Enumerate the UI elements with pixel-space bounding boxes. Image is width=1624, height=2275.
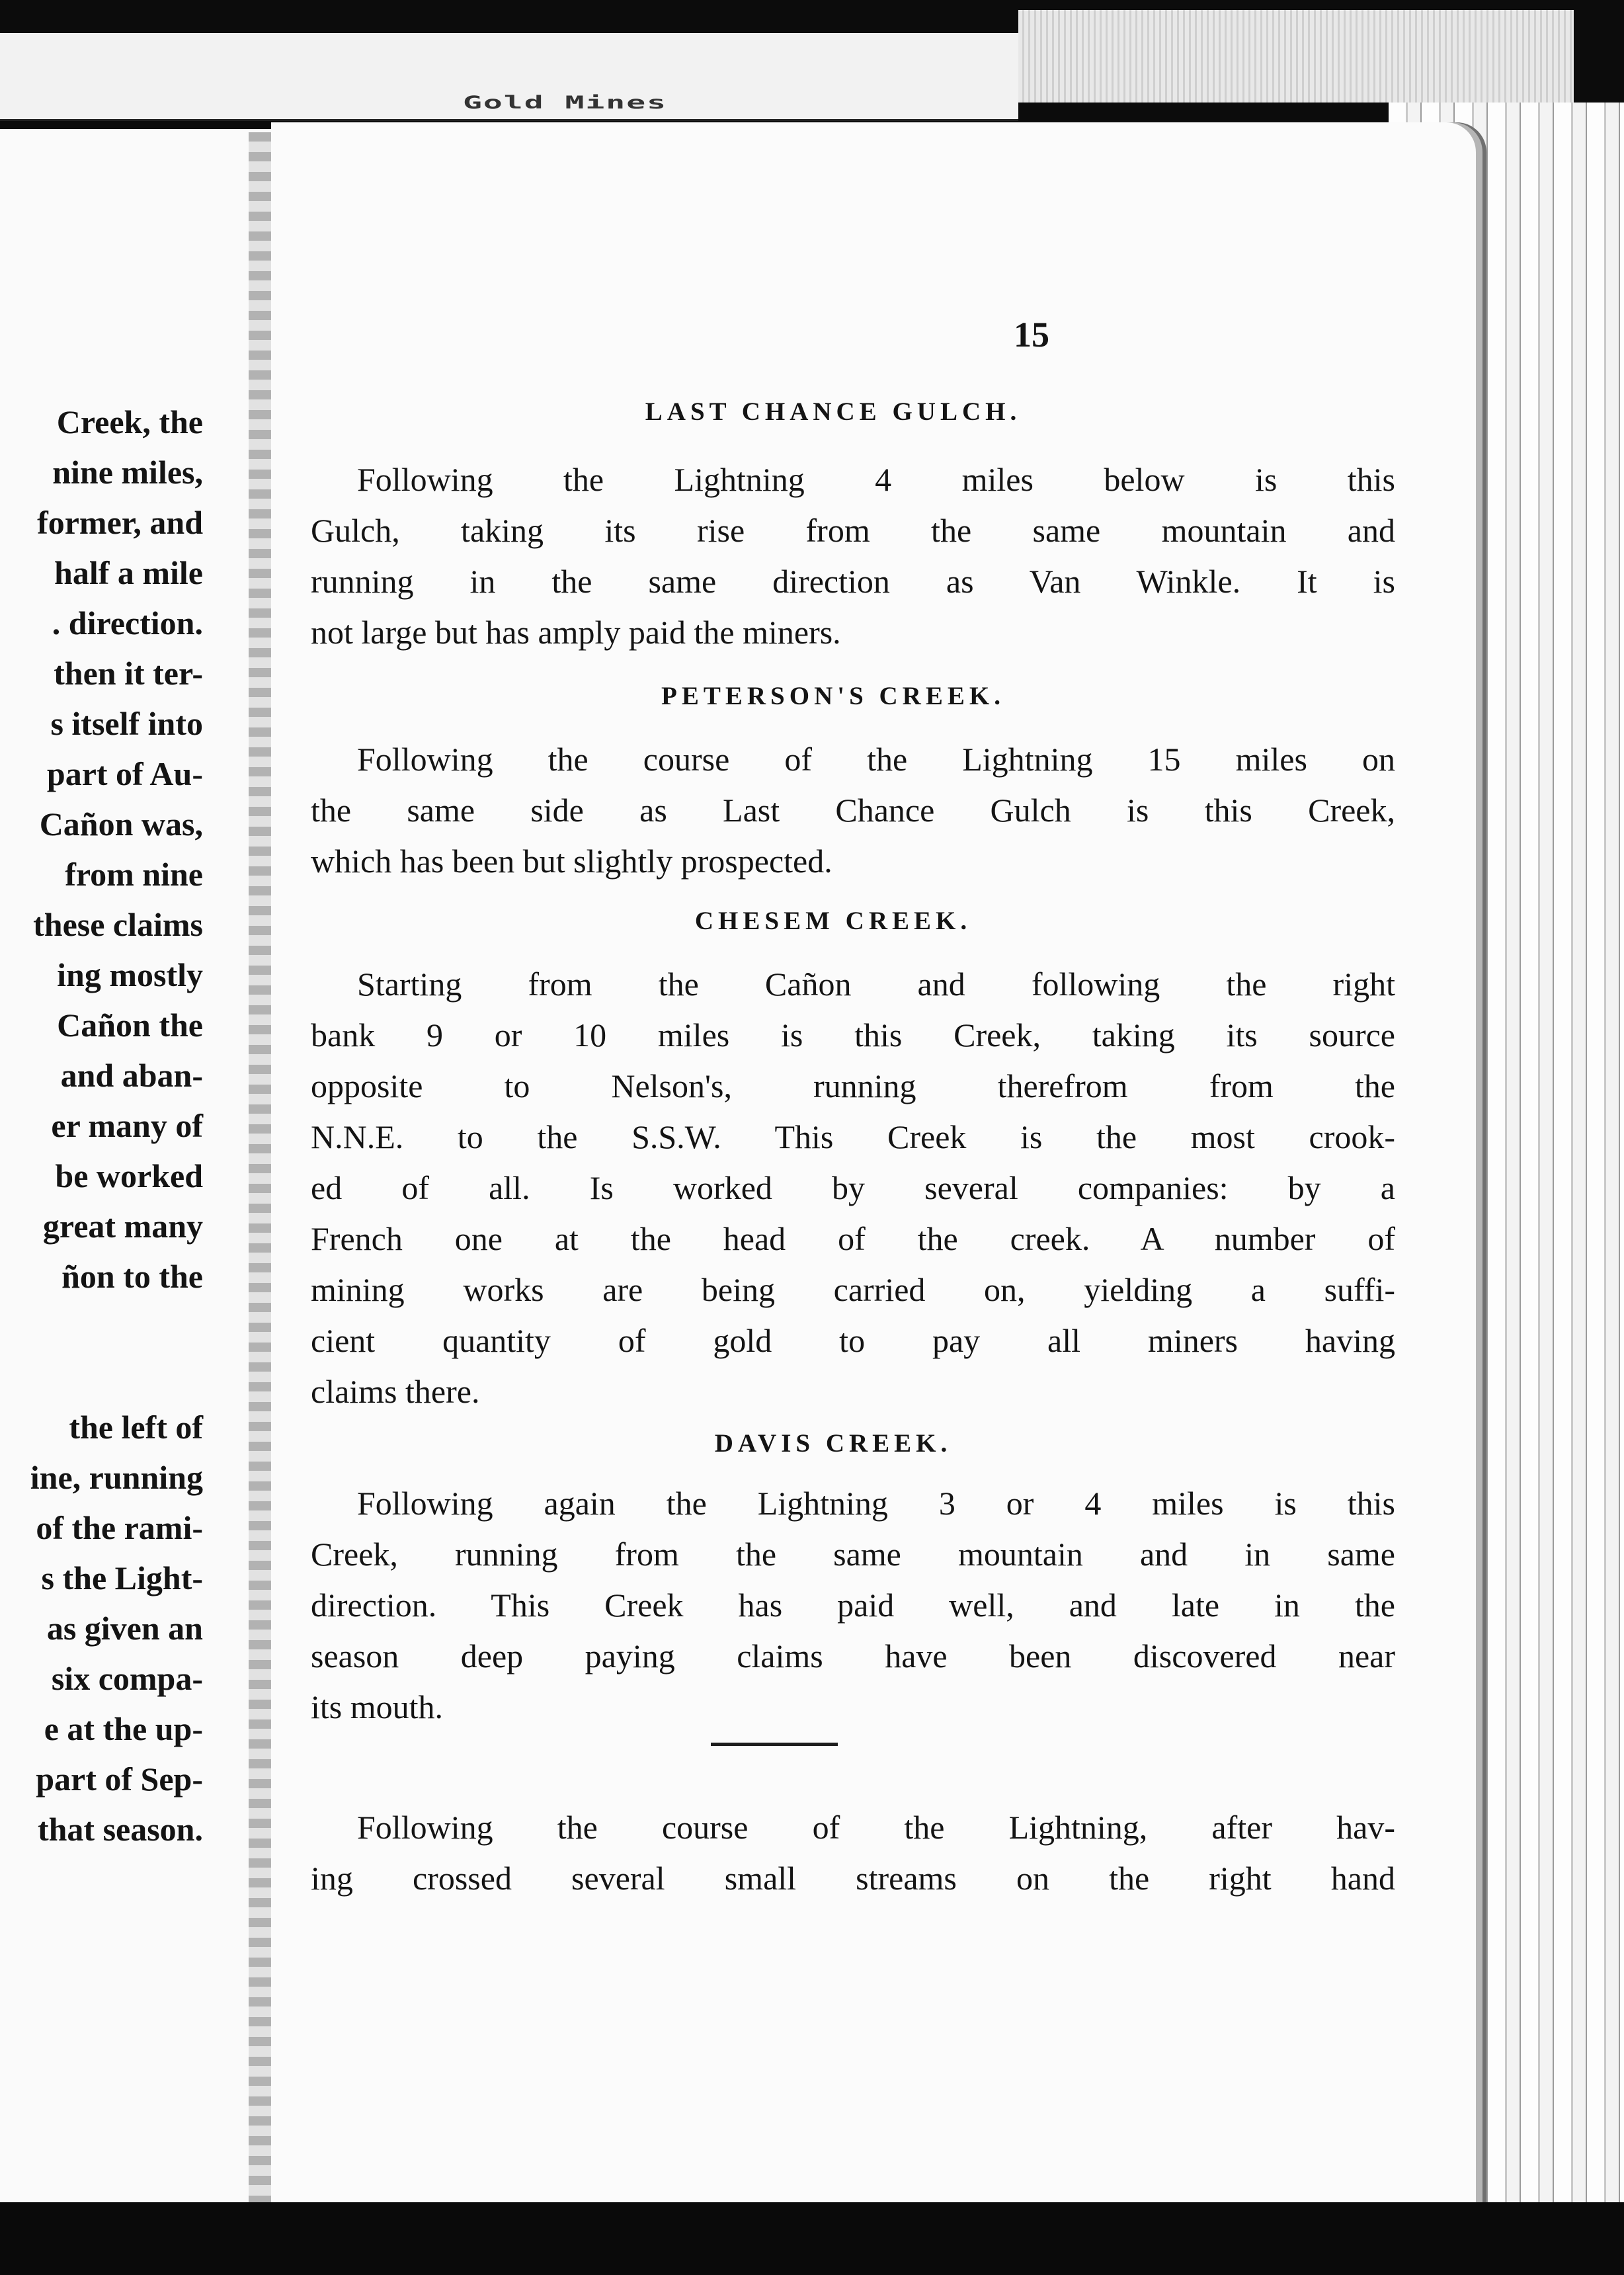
left-page-line: . direction. bbox=[52, 604, 203, 641]
section-body-last-chance-gulch bbox=[311, 454, 1395, 658]
text-line: direction. This Creek has paid well, and late in the bbox=[311, 1587, 1395, 1624]
section-heading-petersons-creek: PETERSON'S CREEK. bbox=[661, 682, 1005, 710]
left-page-line: e at the up- bbox=[44, 1710, 203, 1747]
text-line: mining works are being carried on, yielding a suffi- bbox=[311, 1271, 1395, 1308]
left-page-line: the left of bbox=[69, 1409, 203, 1446]
section-body-continuation bbox=[311, 1802, 1395, 1904]
left-page-line: s itself into bbox=[50, 705, 203, 742]
left-page-text bbox=[0, 397, 203, 1854]
left-page-line: as given an bbox=[46, 1610, 203, 1647]
left-page bbox=[0, 129, 272, 2202]
text-line: Starting from the Cañon and following the right bbox=[357, 966, 1395, 1003]
top-right-paper-edge bbox=[1018, 10, 1574, 103]
text-line: claims there. bbox=[311, 1373, 480, 1410]
text-line: Following again the Lightning 3 or 4 miles is this bbox=[357, 1485, 1395, 1522]
text-line: the same side as Last Chance Gulch is this Creek, bbox=[311, 792, 1395, 829]
left-page-line: ine, running bbox=[30, 1459, 203, 1496]
text-line: its mouth. bbox=[311, 1688, 444, 1725]
right-page bbox=[271, 122, 1476, 2202]
left-page-line: these claims bbox=[33, 906, 203, 943]
left-page-line: that season. bbox=[37, 1811, 203, 1848]
left-page-line: Creek, the bbox=[56, 403, 203, 440]
left-page-line: ñon to the bbox=[61, 1258, 203, 1295]
text-line: season deep paying claims have been discovered near bbox=[311, 1637, 1395, 1675]
text-line: cient quantity of gold to pay all miners having bbox=[311, 1322, 1395, 1359]
text-line: Following the course of the Lightning 15 miles on bbox=[357, 741, 1395, 778]
left-page-line: six compa- bbox=[51, 1660, 203, 1697]
section-heading-last-chance-gulch: LAST CHANCE GULCH. bbox=[645, 397, 1022, 426]
left-page-line: of the rami- bbox=[36, 1509, 203, 1546]
left-page-line: then it ter- bbox=[54, 655, 203, 692]
text-line: running in the same direction as Van Winkle. It is bbox=[311, 563, 1395, 600]
book-gutter bbox=[249, 132, 272, 2202]
left-page-line: great many bbox=[42, 1208, 203, 1245]
text-line: Creek, running from the same mountain and in same bbox=[311, 1536, 1395, 1573]
left-page-line: from nine bbox=[65, 856, 203, 893]
text-line: not large but has amply paid the miners. bbox=[311, 614, 841, 651]
left-page-line: part of Au- bbox=[46, 755, 203, 792]
text-line: Following the Lightning 4 miles below is this bbox=[357, 461, 1395, 498]
section-heading-davis-creek: DAVIS CREEK. bbox=[714, 1429, 952, 1458]
left-page-line: and aban- bbox=[60, 1057, 203, 1094]
left-page-line: Cañon was, bbox=[39, 806, 203, 843]
section-divider-rule bbox=[711, 1743, 838, 1746]
right-page-content bbox=[271, 122, 1476, 2202]
left-page-line: ing mostly bbox=[57, 956, 203, 993]
text-line: ing crossed several small streams on the right hand bbox=[311, 1860, 1395, 1897]
left-page-line: former, and bbox=[37, 504, 203, 541]
left-page-line: nine miles, bbox=[52, 454, 203, 491]
text-line: opposite to Nelson's, running therefrom from the bbox=[311, 1067, 1395, 1104]
left-page-line bbox=[0, 1302, 203, 1352]
text-line: French one at the head of the creek. A number of bbox=[311, 1220, 1395, 1257]
text-line: which has been but slightly prospected. bbox=[311, 843, 832, 880]
scan-bottom-border bbox=[0, 2202, 1624, 2275]
left-page-line: er many of bbox=[51, 1107, 203, 1144]
section-heading-chesem-creek: CHESEM CREEK. bbox=[694, 907, 972, 935]
left-page-line: be worked bbox=[55, 1157, 203, 1194]
text-line: ed of all. Is worked by several companies: by a bbox=[311, 1169, 1395, 1206]
section-body-petersons-creek bbox=[311, 734, 1395, 887]
text-line: N.N.E. to the S.S.W. This Creek is the most crook- bbox=[311, 1118, 1395, 1155]
running-head: Gold Mines bbox=[463, 93, 667, 113]
text-line: Following the course of the Lightning, after hav- bbox=[357, 1809, 1395, 1846]
left-page-line: Cañon the bbox=[57, 1007, 203, 1044]
section-body-davis-creek bbox=[311, 1478, 1395, 1733]
section-body-chesem-creek bbox=[311, 959, 1395, 1417]
left-page-line bbox=[0, 1352, 203, 1402]
text-line: Gulch, taking its rise from the same mountain and bbox=[311, 512, 1395, 549]
left-page-line: s the Light- bbox=[41, 1559, 203, 1596]
text-line: bank 9 or 10 miles is this Creek, taking its source bbox=[311, 1016, 1395, 1054]
page-number: 15 bbox=[1014, 315, 1049, 354]
left-page-line: part of Sep- bbox=[36, 1760, 203, 1798]
left-page-line: half a mile bbox=[54, 554, 203, 591]
